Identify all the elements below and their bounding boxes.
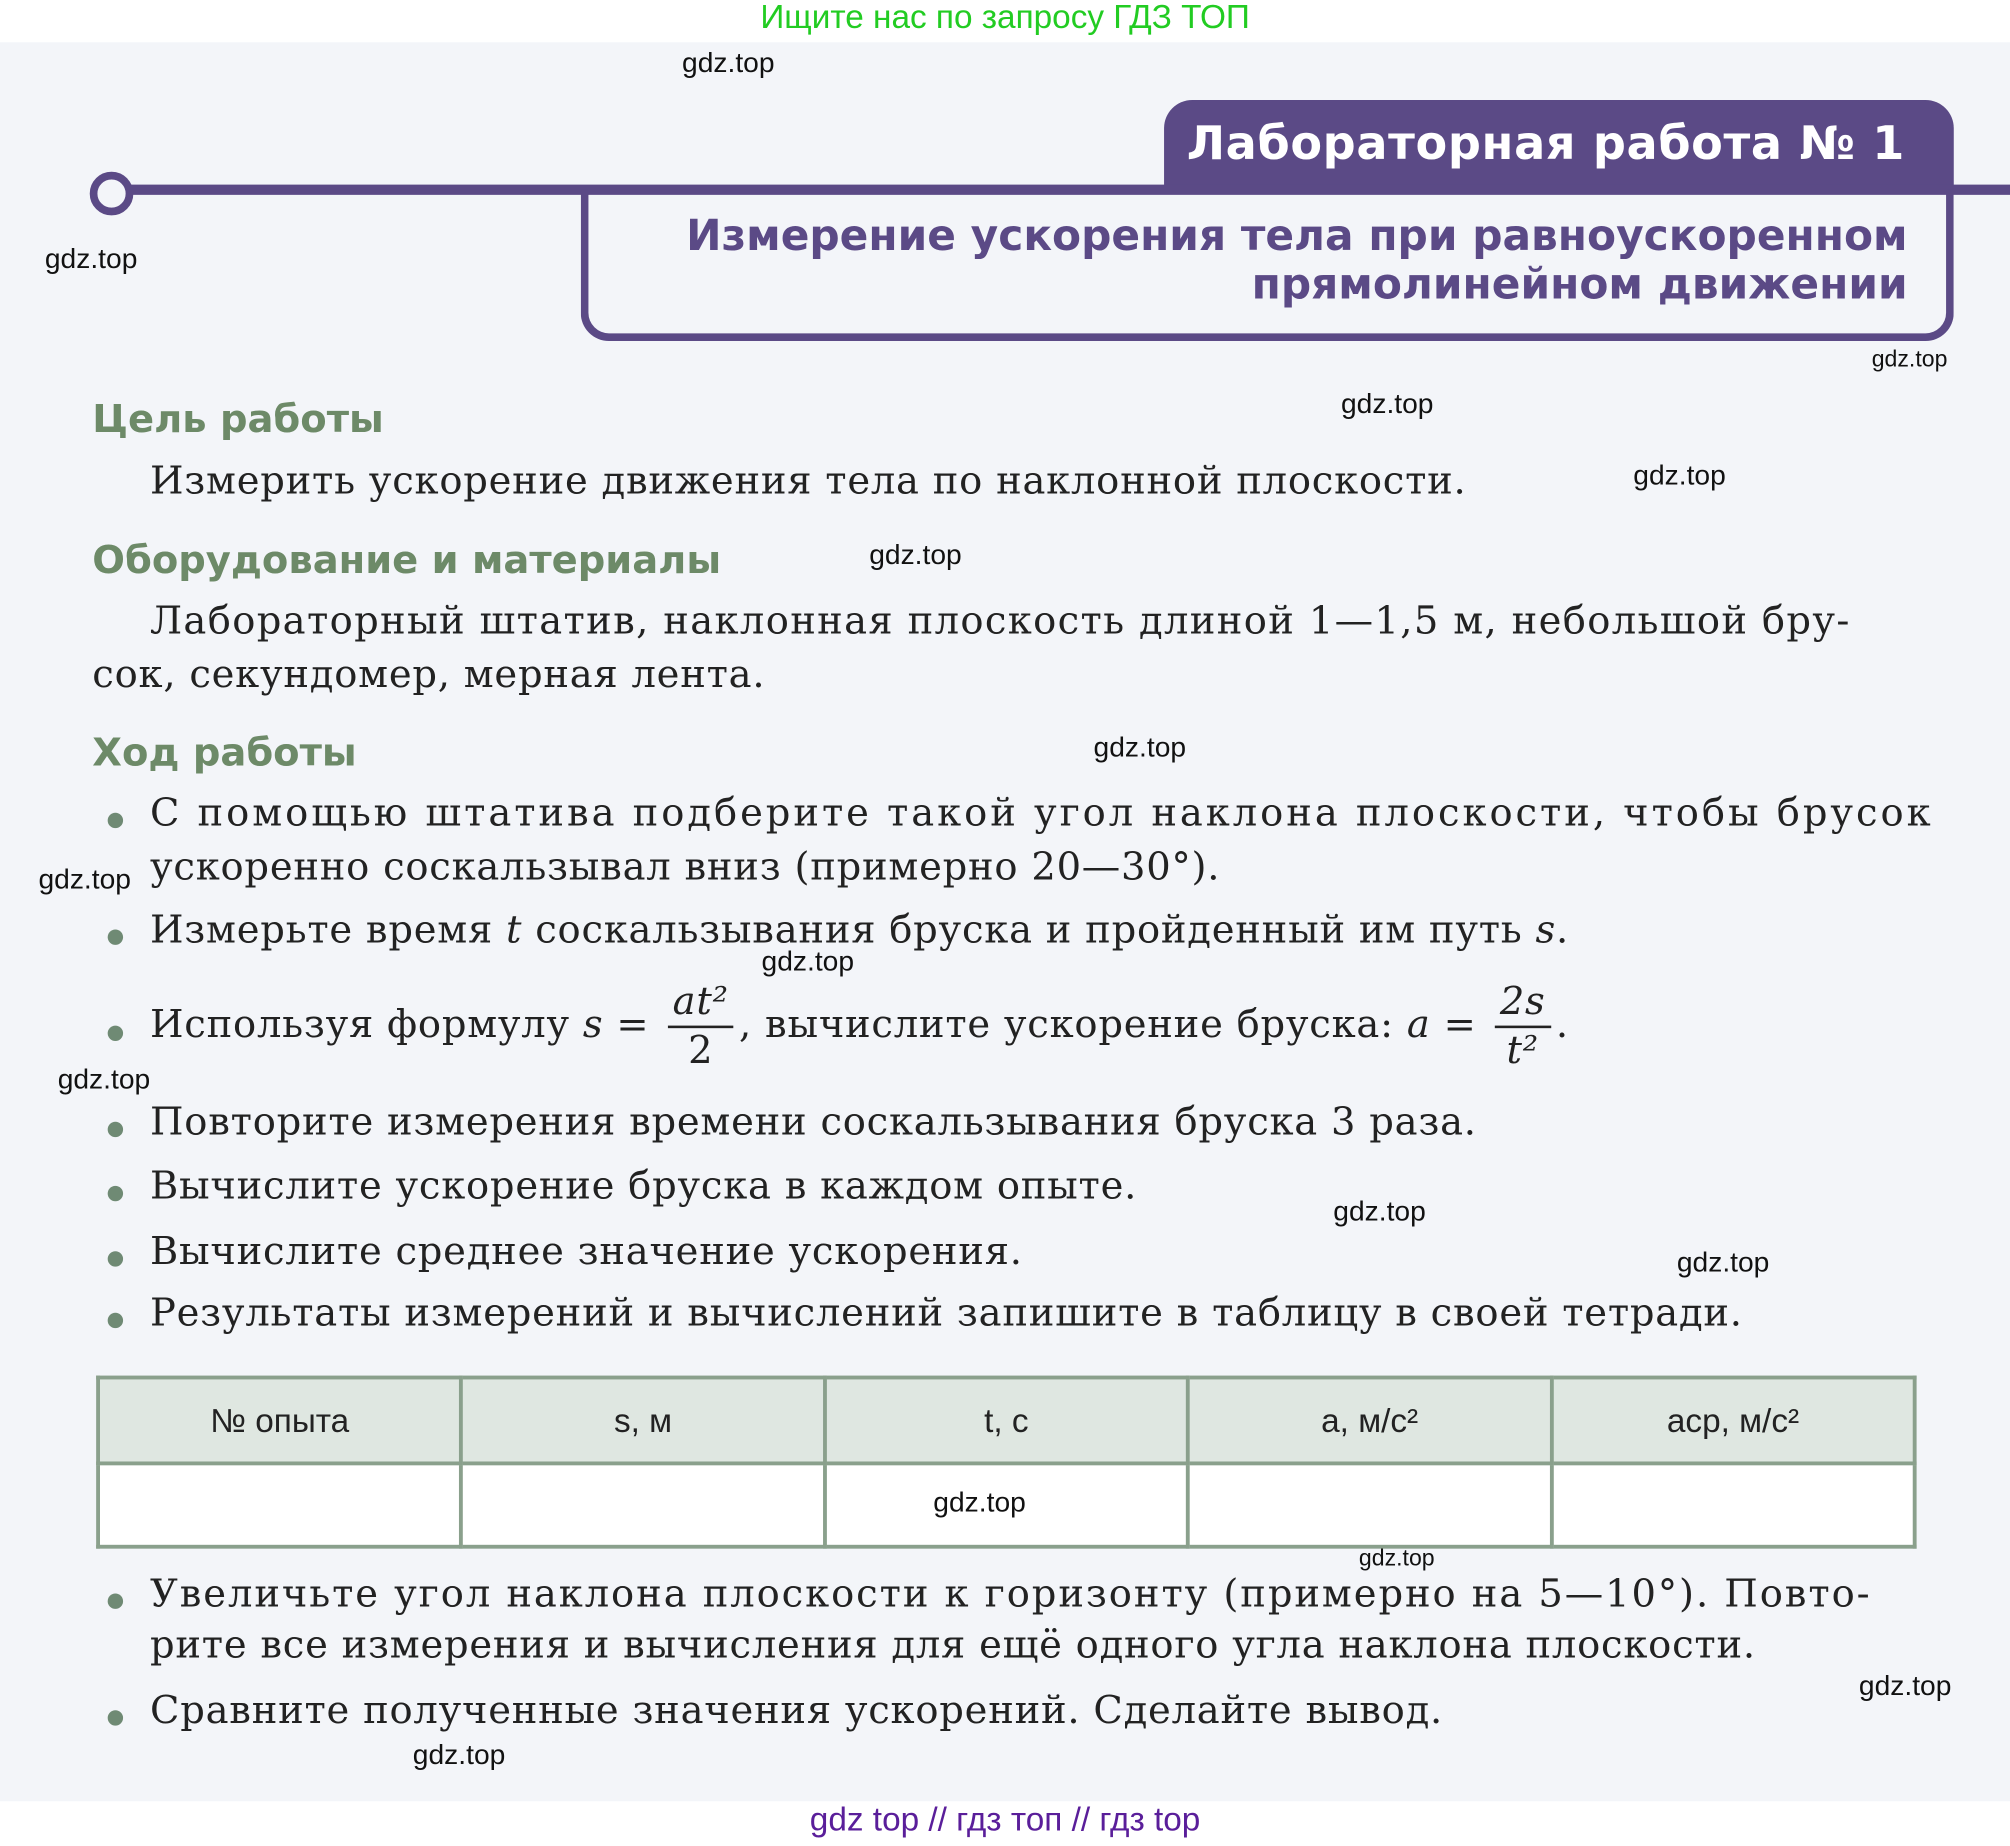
subtitle-line2: прямолинейном движении [1251,258,1908,309]
table-header-row [98,1378,1915,1464]
search-banner: Ищите нас по запросу ГДЗ ТОП [760,0,1250,36]
step-8-line1: Увеличьте угол наклона плоскости к горизонту (примерно на 5—10°). Повто- [149,1571,1872,1617]
watermark: gdz.top [933,1485,1026,1518]
watermark: gdz.top [1340,387,1434,420]
step-1-line1: С помощью штатива подберите такой угол наклона плоскости, чтобы брусок [149,790,1934,836]
header-t: t, с [825,1378,1188,1464]
subtitle-line1: Измерение ускорения тела при равноускоренном [686,210,1908,261]
step-4: Повторите измерения времени соскальзывания бруска 3 раза. [149,1099,1477,1145]
header-a-avg: aср, м/с² [1551,1378,1914,1464]
step-1-line2: ускоренно соскальзывал вниз (примерно 20—30°). [149,844,1221,890]
watermark: gdz.top [412,1738,506,1771]
watermark: gdz.top [57,1062,151,1095]
bullet-icon [108,813,123,828]
bullet-icon [108,1710,123,1725]
footer-watermark: gdz top // гдз топ // гдз top [809,1799,1201,1839]
bullet-icon [108,1313,123,1328]
bullet-icon [108,1594,123,1609]
watermark: gdz.top [1676,1246,1770,1279]
step-5: Вычислите ускорение бруска в каждом опыте. [149,1164,1138,1209]
bullet-icon [108,1186,123,1201]
goal-heading: Цель работы [92,397,384,443]
watermark: gdz.top [1333,1194,1426,1227]
goal-text: Измерить ускорение движения тела по наклонной плоскости. [149,458,1467,504]
equipment-line1: Лабораторный штатив, наклонная плоскость длиной 1—1,5 м, небольшой бру- [149,598,1851,644]
watermark: gdz.top [869,538,962,571]
watermark: gdz.top [1871,346,1948,372]
watermark: gdz.top [682,46,775,79]
results-table [96,1376,1916,1549]
watermark: gdz.top [1633,458,1726,492]
watermark: gdz.top [38,862,131,895]
lab-title-tab [1164,100,1954,192]
watermark: gdz.top [1358,1544,1435,1571]
watermark: gdz.top [761,944,855,977]
step-6: Вычислите среднее значение ускорения. [149,1229,1023,1275]
bullet-icon [108,1026,123,1041]
step-7: Результаты измерений и вычислений запишите в таблицу в своей тетради. [149,1290,1743,1336]
step-9: Сравните полученные значения ускорений. Сделайте вывод. [149,1688,1444,1734]
bullet-icon [108,1122,123,1137]
equipment-line2: сок, секундомер, мерная лента. [92,652,766,698]
step-8-line2: рите все измерения и вычисления для ещё одного угла наклона плоскости. [149,1623,1756,1668]
step-2: Измерьте время t соскальзывания бруска и пройденный им путь s. [149,907,1569,953]
watermark: gdz.top [1858,1669,1952,1702]
rule-circle [90,172,134,216]
bullet-icon [108,929,123,944]
watermark: gdz.top [44,242,138,275]
watermark: gdz.top [1093,730,1187,763]
step-3-formula: Используя формулу s = $\frac{\text{at²}}{2}$ , вычислите ускорение бруска: a = $\frac{2s}{\text{t²}}$ . [149,979,1569,1074]
equipment-heading: Оборудование и материалы [92,538,722,584]
header-trial: № опыта [98,1378,461,1464]
header-s: s, м [461,1378,824,1464]
bullet-icon [108,1251,123,1266]
lab-title: Лабораторная работа № 1 [1186,117,1906,171]
header-a: a, м/с² [1188,1378,1551,1464]
procedure-heading: Ход работы [92,730,357,776]
